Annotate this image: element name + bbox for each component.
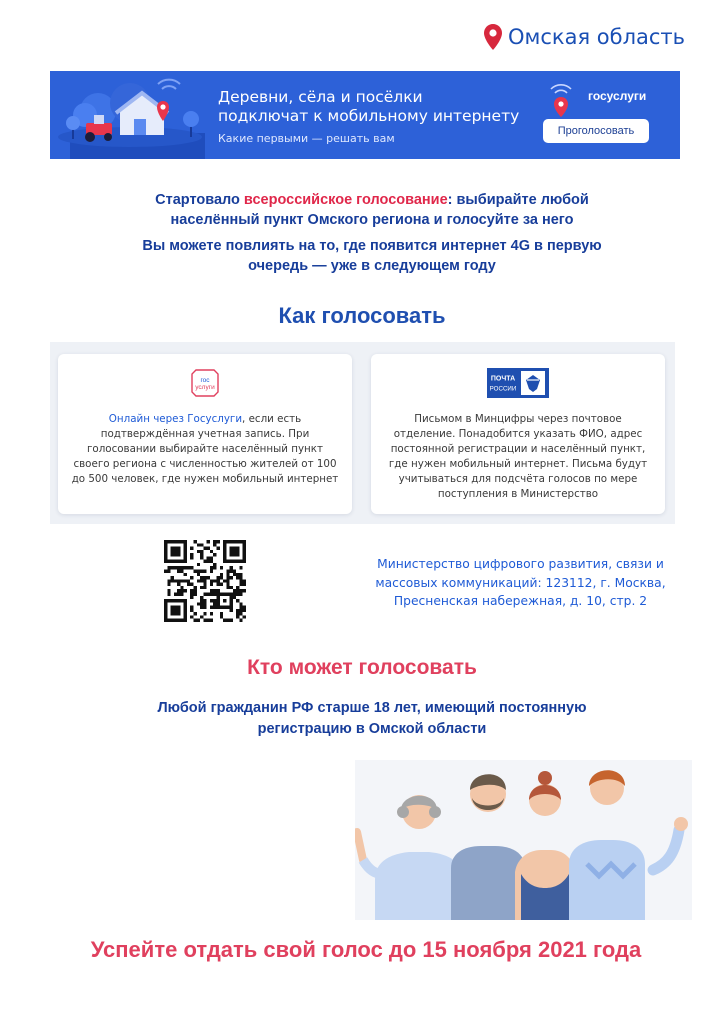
svg-text:услуги: услуги (195, 384, 215, 391)
banner-subtitle: Какие первыми — решать вам (218, 132, 395, 145)
location-pin-icon (484, 24, 502, 50)
intro-accent: всероссийское голосование (243, 192, 448, 208)
ministry-address: Министерство цифрового развития, связи и массовых коммуникаций: 123112, г. Москва, Пресненская набережная, д. 10, стр. 2 (375, 557, 666, 608)
svg-text:ПОЧТА: ПОЧТА (490, 375, 516, 383)
svg-text:гос: гос (200, 377, 210, 384)
svg-text:РОССИИ: РОССИИ (489, 385, 517, 393)
online-vote-card (58, 354, 352, 514)
intro-paragraph-2: Вы можете повлиять на то, где появится интернет 4G в первую очередь — уже в следующем году (142, 238, 602, 274)
gosuslugi-pin-icon (547, 83, 577, 123)
banner-title: Деревни, сёла и посёлки подключат к мобильному интернету (218, 88, 520, 125)
gosuslugi-brand: госуслуги (588, 89, 647, 103)
russian-post-logo (487, 368, 549, 398)
mail-vote-text: Письмом в Минцифры через почтовое отделение. Понадобится указать ФИО, адрес постоянной регистрации и населённый пункт, где нужен мобильный интернет. Письма будут учитываться для подсчёта голосов по мере поступления в Министерство (388, 413, 648, 500)
qr-code[interactable] (164, 540, 246, 622)
intro-paragraph: Стартовало всероссийское голосование: выбирайте любой населённый пункт Омского региона и голосуйте за него (155, 192, 589, 228)
online-vote-text: Онлайн через Госуслуги, если есть подтверждённая учетная запись. При голосовании выбирайте населённый пункт своего региона с численностью жителей от 100 до 500 человек, где нужен мобильный интернет (71, 413, 339, 485)
village-illustration (50, 71, 215, 159)
people-illustration (355, 760, 692, 920)
deadline-text: Успейте отдать свой голос до 15 ноября 2021 года (90, 937, 642, 962)
how-to-vote-heading: Как голосовать (278, 303, 446, 328)
who-can-vote-heading: Кто может голосовать (247, 656, 477, 679)
gosuslugi-logo (190, 368, 220, 398)
promo-banner (50, 71, 680, 159)
vote-button[interactable]: Проголосовать (543, 119, 649, 143)
region-header (484, 24, 685, 50)
mail-vote-card (371, 354, 665, 514)
eligibility-text: Любой гражданин РФ старше 18 лет, имеющий постоянную регистрацию в Омской области (157, 700, 587, 737)
region-name: Омская область (508, 25, 686, 49)
gosuslugi-link[interactable]: Онлайн через Госуслуги (108, 413, 243, 425)
